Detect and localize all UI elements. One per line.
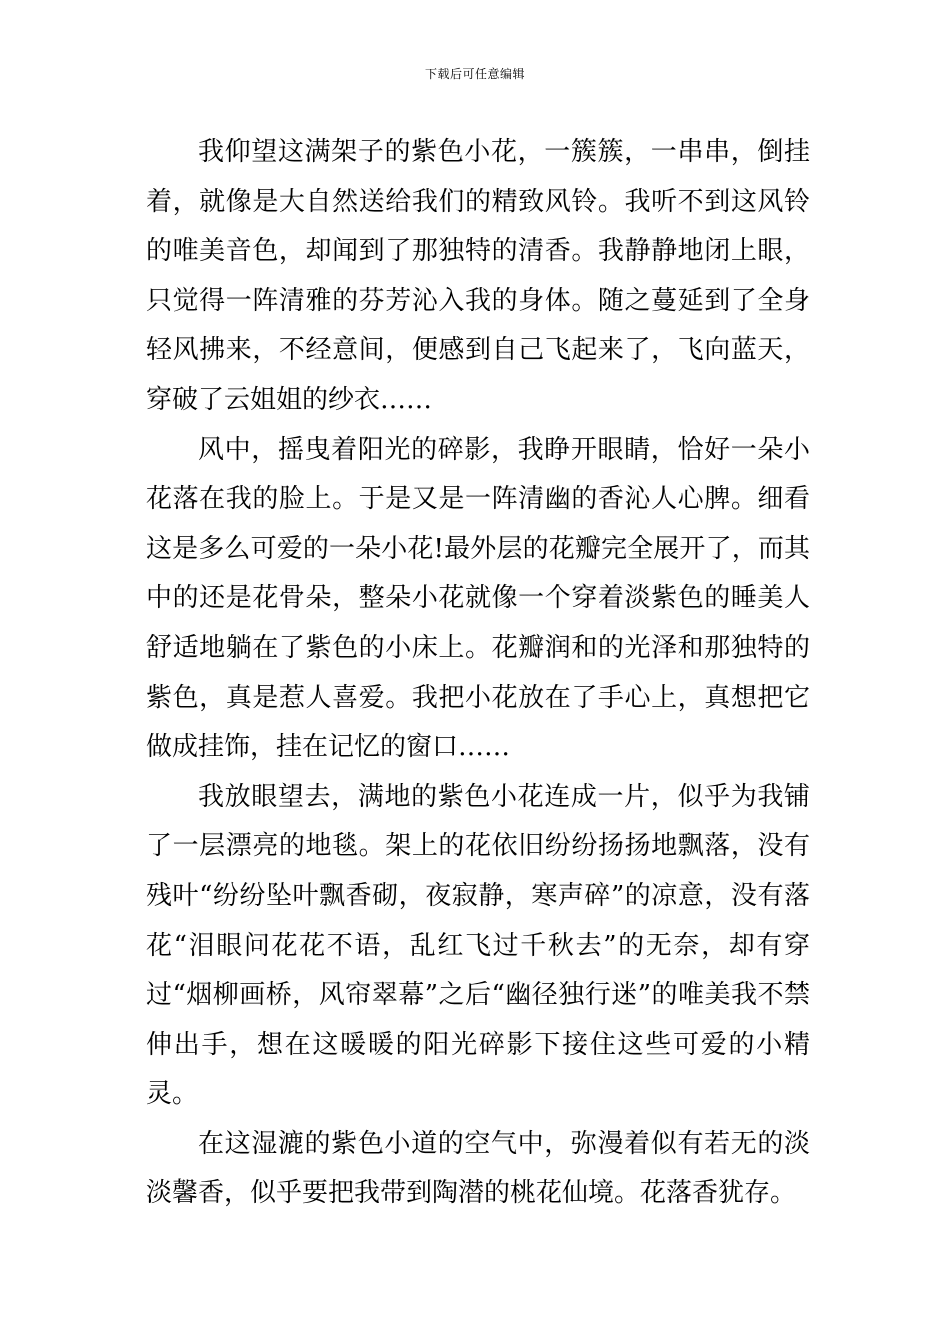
page-header: 下载后可任意编辑 [424,67,525,81]
article-body [146,128,810,1219]
paragraph-4: 在这湿漉的紫色小道的空气中，弥漫着似有若无的淡淡馨香，似乎要把我带到陶潜的桃花仙境。花落香犹存。 [146,1128,810,1209]
paragraph-3: 我放眼望去，满地的紫色小花连成一片，似乎为我铺了一层漂亮的地毯。架上的花依旧纷纷扬扬地飘落，没有残叶“纷纷坠叶飘香砌，夜寂静，寒声碎”的凉意，没有落花“泪眼问花花不语，乱红飞过千秋去”的无奈，却有穿过“烟柳画桥，风帘翠幕”之后“幽径独行迷”的唯美我不禁伸出手，想在这暖暖的阳光碎影下接住这些可爱的小精灵。 [146,781,810,1110]
paragraph-1: 我仰望这满架子的紫色小花，一簇簇，一串串，倒挂着，就像是大自然送给我们的精致风铃。我听不到这风铃的唯美音色，却闻到了那独特的清香。我静静地闭上眼，只觉得一阵清雅的芬芳沁入我的身体。随之蔓延到了全身轻风拂来，不经意间，便感到自己飞起来了，飞向蓝天，穿破了云姐姐的纱衣…… [146,137,810,415]
paragraph-2: 风中，摇曳着阳光的碎影，我睁开眼睛，恰好一朵小花落在我的脸上。于是又是一阵清幽的香沁人心脾。细看这是多么可爱的一朵小花!最外层的花瓣完全展开了，而其中的还是花骨朵，整朵小花就像一个穿着淡紫色的睡美人舒适地躺在了紫色的小床上。花瓣润和的光泽和那独特的紫色，真是惹人喜爱。我把小花放在了手心上，真想把它做成挂饰，挂在记忆的窗口…… [146,434,810,763]
